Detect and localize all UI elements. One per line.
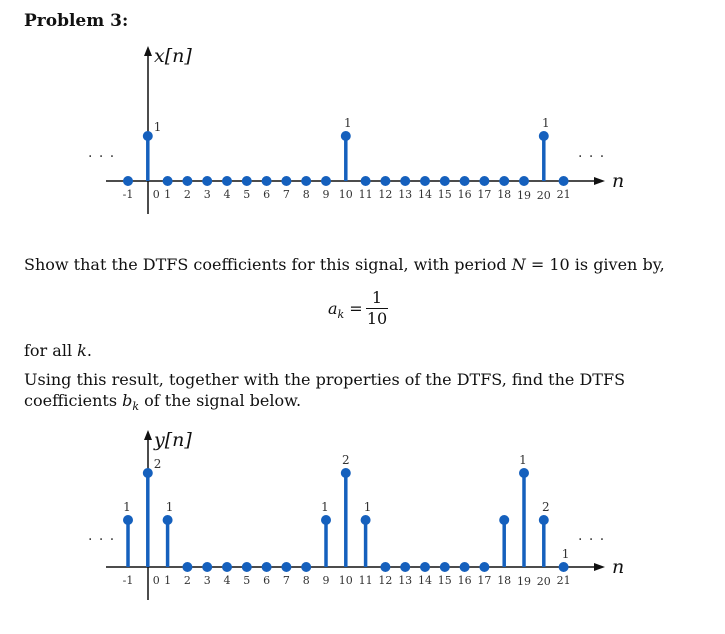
tick-label: 7	[282, 188, 290, 201]
paragraph-using: Using this result, together with the properties of the DTFS, find the DTFS coefficients $b_k$ of the signal below.	[24, 370, 626, 414]
tick-label: 5	[243, 574, 251, 587]
tick-label: -1	[122, 574, 134, 587]
tick-label: 9	[322, 188, 330, 201]
tick-label: 4	[223, 574, 231, 587]
zero-marker	[519, 176, 529, 186]
tick-label: 17	[477, 574, 492, 587]
stem-marker	[163, 515, 173, 525]
value-label: 2	[153, 457, 162, 471]
zero-marker	[281, 176, 291, 186]
zero-marker	[202, 176, 212, 186]
tick-label: 17	[477, 188, 492, 201]
tick-label: 16	[457, 188, 472, 201]
zero-marker	[242, 176, 252, 186]
value-label: 1	[541, 116, 550, 130]
stem-marker	[321, 515, 331, 525]
zero-marker	[182, 176, 192, 186]
stem-marker	[123, 515, 133, 525]
n-axis-label: n	[612, 170, 625, 192]
value-label: 2	[341, 453, 350, 467]
tick-label: 8	[302, 574, 310, 587]
tick-label: 5	[243, 188, 251, 201]
zero-marker	[262, 562, 272, 572]
problem-heading: Problem 3:	[24, 11, 129, 31]
stem-plot-y	[0, 426, 725, 606]
value-label: 1	[363, 500, 372, 514]
zero-marker	[400, 562, 410, 572]
tick-label: 0	[152, 574, 160, 587]
equation-fraction	[366, 289, 388, 328]
tick-label: 19	[517, 189, 531, 202]
tick-label: 1	[164, 188, 172, 201]
tick-label: 10	[338, 574, 353, 587]
equation-lhs: $a_k$ =	[328, 299, 363, 322]
tick-label: 1	[164, 574, 172, 587]
tick-label: 21	[556, 188, 571, 201]
tick-label: 4	[223, 188, 231, 201]
stem-marker	[341, 468, 351, 478]
show-text-before: Show that the DTFS coefficients for this signal, with period	[24, 255, 512, 274]
tick-label: 7	[282, 574, 290, 587]
zero-marker	[400, 176, 410, 186]
tick-label: 13	[398, 574, 413, 587]
tick-label: 16	[457, 574, 472, 587]
tick-label: 21	[556, 574, 571, 587]
zero-marker	[479, 176, 489, 186]
stem-marker	[341, 131, 351, 141]
tick-label: 15	[437, 188, 452, 201]
zero-marker	[380, 176, 390, 186]
continuation-right: . . .	[578, 145, 606, 161]
stem-marker	[143, 131, 153, 141]
value-label: 1	[165, 500, 174, 514]
zero-marker	[440, 562, 450, 572]
zero-marker	[479, 562, 489, 572]
tick-label: 12	[378, 574, 393, 587]
tick-label: 18	[497, 574, 512, 587]
stem-marker	[143, 468, 153, 478]
tick-label: 8	[302, 188, 310, 201]
tick-label: 6	[263, 574, 271, 587]
stem-marker	[519, 468, 529, 478]
amplitude-axis-label: x[n]	[154, 45, 192, 67]
tick-label: 11	[358, 188, 373, 201]
show-text-after: = 10 is given by,	[525, 255, 665, 274]
tick-label: 9	[322, 574, 330, 587]
tick-label: 20	[536, 189, 551, 202]
paragraph-show	[24, 254, 665, 275]
tick-label: 18	[497, 188, 512, 201]
tick-label: 15	[437, 574, 452, 587]
tick-label: 19	[517, 575, 531, 588]
fraction-numerator: 1	[371, 288, 383, 307]
continuation-left: . . .	[88, 145, 116, 161]
value-label: 1	[153, 120, 162, 134]
amplitude-axis-label: y[n]	[154, 429, 192, 451]
zero-marker	[301, 176, 311, 186]
zero-marker	[222, 562, 232, 572]
stem-plot-x	[0, 40, 725, 220]
zero-marker	[380, 562, 390, 572]
zero-marker	[242, 562, 252, 572]
tick-label: 20	[536, 575, 551, 588]
value-label: 1	[561, 547, 570, 561]
continuation-left: . . .	[88, 528, 116, 544]
period-symbol: N	[511, 255, 526, 274]
continuation-right: . . .	[578, 528, 606, 544]
value-label: 1	[123, 500, 131, 514]
fraction-denominator: 10	[366, 309, 388, 328]
zero-marker	[460, 562, 470, 572]
zero-marker	[202, 562, 212, 572]
zero-marker	[420, 176, 430, 186]
tick-label: 12	[378, 188, 393, 201]
stem-marker	[361, 515, 371, 525]
value-label: 2	[541, 500, 550, 514]
value-label: 1	[519, 453, 527, 467]
zero-marker	[281, 562, 291, 572]
tick-label: 3	[203, 188, 211, 201]
zero-marker	[559, 176, 569, 186]
zero-marker	[559, 562, 569, 572]
tick-label: 13	[398, 188, 413, 201]
stem-marker	[539, 131, 549, 141]
zero-marker	[420, 562, 430, 572]
zero-marker	[321, 176, 331, 186]
index-symbol: k	[77, 341, 87, 360]
tick-label: 3	[203, 574, 211, 587]
tick-label: 2	[183, 188, 191, 201]
tick-label: 10	[338, 188, 353, 201]
zero-marker	[222, 176, 232, 186]
tick-label: 11	[358, 574, 373, 587]
tick-label: 6	[263, 188, 271, 201]
zero-marker	[361, 176, 371, 186]
zero-marker	[163, 176, 173, 186]
n-axis-arrow	[594, 177, 605, 185]
paragraph-forall: for all k.	[24, 341, 92, 360]
n-axis-label: n	[612, 556, 625, 578]
value-label: 1	[343, 116, 352, 130]
zero-marker	[460, 176, 470, 186]
zero-marker	[440, 176, 450, 186]
equation	[0, 287, 725, 329]
amplitude-axis-arrow	[144, 46, 152, 56]
amplitude-axis-arrow	[144, 430, 152, 440]
tick-label: 0	[152, 188, 160, 201]
tick-label: 2	[183, 574, 191, 587]
n-axis-arrow	[594, 563, 605, 571]
tick-label: -1	[122, 188, 134, 201]
zero-marker	[123, 176, 133, 186]
zero-marker	[499, 176, 509, 186]
zero-marker	[301, 562, 311, 572]
value-label: 1	[321, 500, 329, 514]
coefficient-symbol: b	[122, 391, 133, 410]
stem-marker	[499, 515, 509, 525]
tick-label: 14	[418, 188, 432, 201]
tick-label: 14	[418, 574, 432, 587]
zero-marker	[182, 562, 192, 572]
zero-marker	[262, 176, 272, 186]
stem-marker	[539, 515, 549, 525]
